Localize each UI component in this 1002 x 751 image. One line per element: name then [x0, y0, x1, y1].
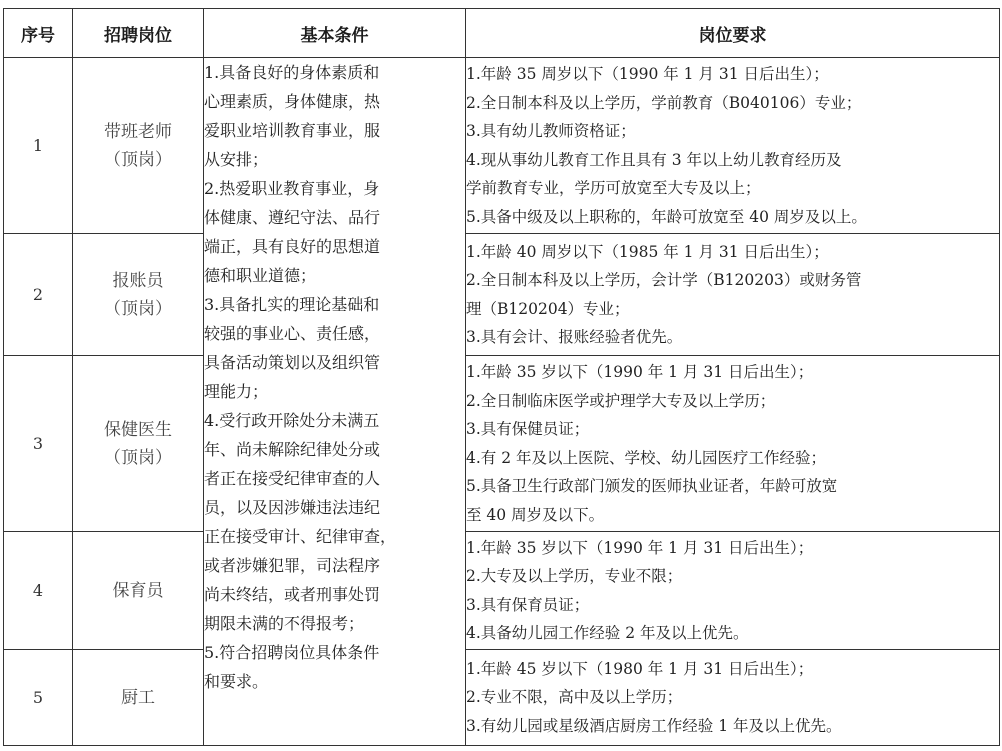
requirements-cell	[466, 356, 1000, 532]
requirement-line: 3.具有保育员证；	[466, 595, 590, 614]
requirement-line: 学前教育专业，学历可放宽至大专及以上；	[466, 179, 761, 197]
table-row	[4, 356, 1000, 532]
position-label: 报账员	[112, 270, 164, 291]
requirement-line: 5.具备中级及以上职称的，年龄可放宽至 40 周岁及以上。	[466, 207, 867, 226]
position-label: （顶岗）	[104, 149, 172, 170]
basic-condition-line: 具备活动策划以及组织管	[204, 353, 381, 372]
basic-condition-line: 3.具备扎实的理论基础和	[204, 295, 380, 314]
requirement-line: 2.全日制临床医学或护理学大专及以上学历；	[466, 391, 776, 410]
requirements-cell	[466, 532, 1000, 650]
row-number: 1	[4, 58, 73, 234]
basic-condition-line: 2.热爱职业教育事业，身	[204, 179, 380, 198]
header-position: 招聘岗位	[73, 9, 204, 58]
requirement-line: 1.年龄 35 岁以下（1990 年 1 月 31 日后出生）；	[466, 538, 814, 557]
requirements-cell	[466, 58, 1000, 234]
header-row	[4, 9, 1000, 58]
position-label: 带班老师	[104, 121, 172, 142]
basic-condition-line: 较强的事业心、责任感，	[204, 324, 381, 343]
requirement-line: 4.现从事幼儿教育工作且具有 3 年以上幼儿教育经历及	[466, 150, 842, 169]
basic-condition-line: 从安排；	[204, 150, 269, 169]
requirement-line: 1.年龄 35 岁以下（1990 年 1 月 31 日后出生）；	[466, 363, 814, 381]
position-label: 保育员	[112, 580, 164, 601]
requirement-line: 3.有幼儿园或星级酒店厨房工作经验 1 年及以上优先。	[466, 716, 842, 735]
requirement-line: 1.年龄 45 岁以下（1980 年 1 月 31 日后出生）；	[466, 659, 814, 678]
requirement-line: 2.专业不限，高中及以上学历；	[466, 688, 683, 707]
basic-condition-line: 正在接受审计、纪律审查，	[204, 527, 397, 546]
basic-conditions-cell	[204, 58, 466, 746]
requirements-cell	[466, 234, 1000, 356]
table-row	[4, 234, 1000, 356]
requirement-line: 3.具有幼儿教师资格证；	[466, 122, 636, 140]
basic-condition-line: 和要求。	[204, 672, 269, 691]
position-label: （顶岗）	[104, 298, 172, 319]
basic-condition-line: 1.具备良好的身体素质和	[204, 63, 380, 82]
position-label: 保健医生	[104, 419, 172, 440]
table-row	[4, 58, 1000, 234]
position-label: （顶岗）	[104, 447, 172, 468]
basic-condition-line: 尚未终结，或者刑事处罚	[204, 585, 381, 604]
basic-condition-line: 理能力；	[204, 382, 269, 401]
basic-condition-line: 年、尚未解除纪律处分或	[204, 440, 381, 459]
requirement-line: 1.年龄 40 周岁以下（1985 年 1 月 31 日后出生）；	[466, 242, 829, 261]
requirement-line: 至 40 周岁及以下。	[466, 505, 605, 524]
basic-condition-line: 心理素质，身体健康，热	[204, 92, 381, 111]
basic-condition-line: 体健康、遵纪守法、品行	[204, 208, 381, 227]
basic-condition-line: 者正在接受纪律审查的人	[204, 469, 381, 488]
table-row	[4, 650, 1000, 746]
row-number: 4	[4, 532, 73, 650]
basic-condition-line: 或者涉嫌犯罪，司法程序	[204, 556, 381, 575]
requirement-line: 3.具有保健员证；	[466, 420, 590, 438]
requirement-line: 5.具备卫生行政部门颁发的医师执业证者，年龄可放宽	[466, 477, 838, 495]
row-number: 3	[4, 356, 73, 532]
row-number: 5	[4, 650, 73, 746]
recruitment-table	[3, 8, 1000, 746]
header-basic-conditions: 基本条件	[204, 9, 466, 58]
position-cell	[73, 234, 204, 356]
basic-condition-line: 员，以及因涉嫌违法违纪	[204, 498, 381, 517]
requirement-line: 3.具有会计、报账经验者优先。	[466, 328, 683, 346]
table-row	[4, 532, 1000, 650]
requirement-line: 4.有 2 年及以上医院、学校、幼儿园医疗工作经验；	[466, 448, 827, 467]
basic-condition-line: 5.符合招聘岗位具体条件	[204, 643, 380, 662]
position-cell	[73, 532, 204, 650]
requirement-line: 理（B120204）专业；	[466, 299, 630, 318]
basic-condition-line: 爱职业培训教育事业，服	[204, 121, 381, 140]
requirement-line: 1.年龄 35 周岁以下（1990 年 1 月 31 日后出生）；	[466, 65, 829, 83]
requirement-line: 2.全日制本科及以上学历，会计学（B120203）或财务管	[466, 271, 862, 289]
position-cell	[73, 650, 204, 746]
basic-condition-line: 端正，具有良好的思想道	[204, 237, 381, 256]
header-number: 序号	[4, 9, 73, 58]
requirements-cell	[466, 650, 1000, 746]
position-cell	[73, 58, 204, 234]
basic-condition-line: 期限未满的不得报考；	[204, 614, 365, 633]
position-label: 厨工	[121, 687, 155, 708]
requirement-line: 2.大专及以上学历，专业不限；	[466, 567, 683, 585]
basic-condition-line: 德和职业道德；	[204, 266, 317, 285]
requirement-line: 4.具备幼儿园工作经验 2 年及以上优先。	[466, 624, 749, 642]
header-requirements: 岗位要求	[466, 9, 1000, 58]
requirement-line: 2.全日制本科及以上学历，学前教育（B040106）专业；	[466, 93, 862, 112]
row-number: 2	[4, 234, 73, 356]
position-cell	[73, 356, 204, 532]
basic-condition-line: 4.受行政开除处分未满五	[204, 411, 380, 430]
